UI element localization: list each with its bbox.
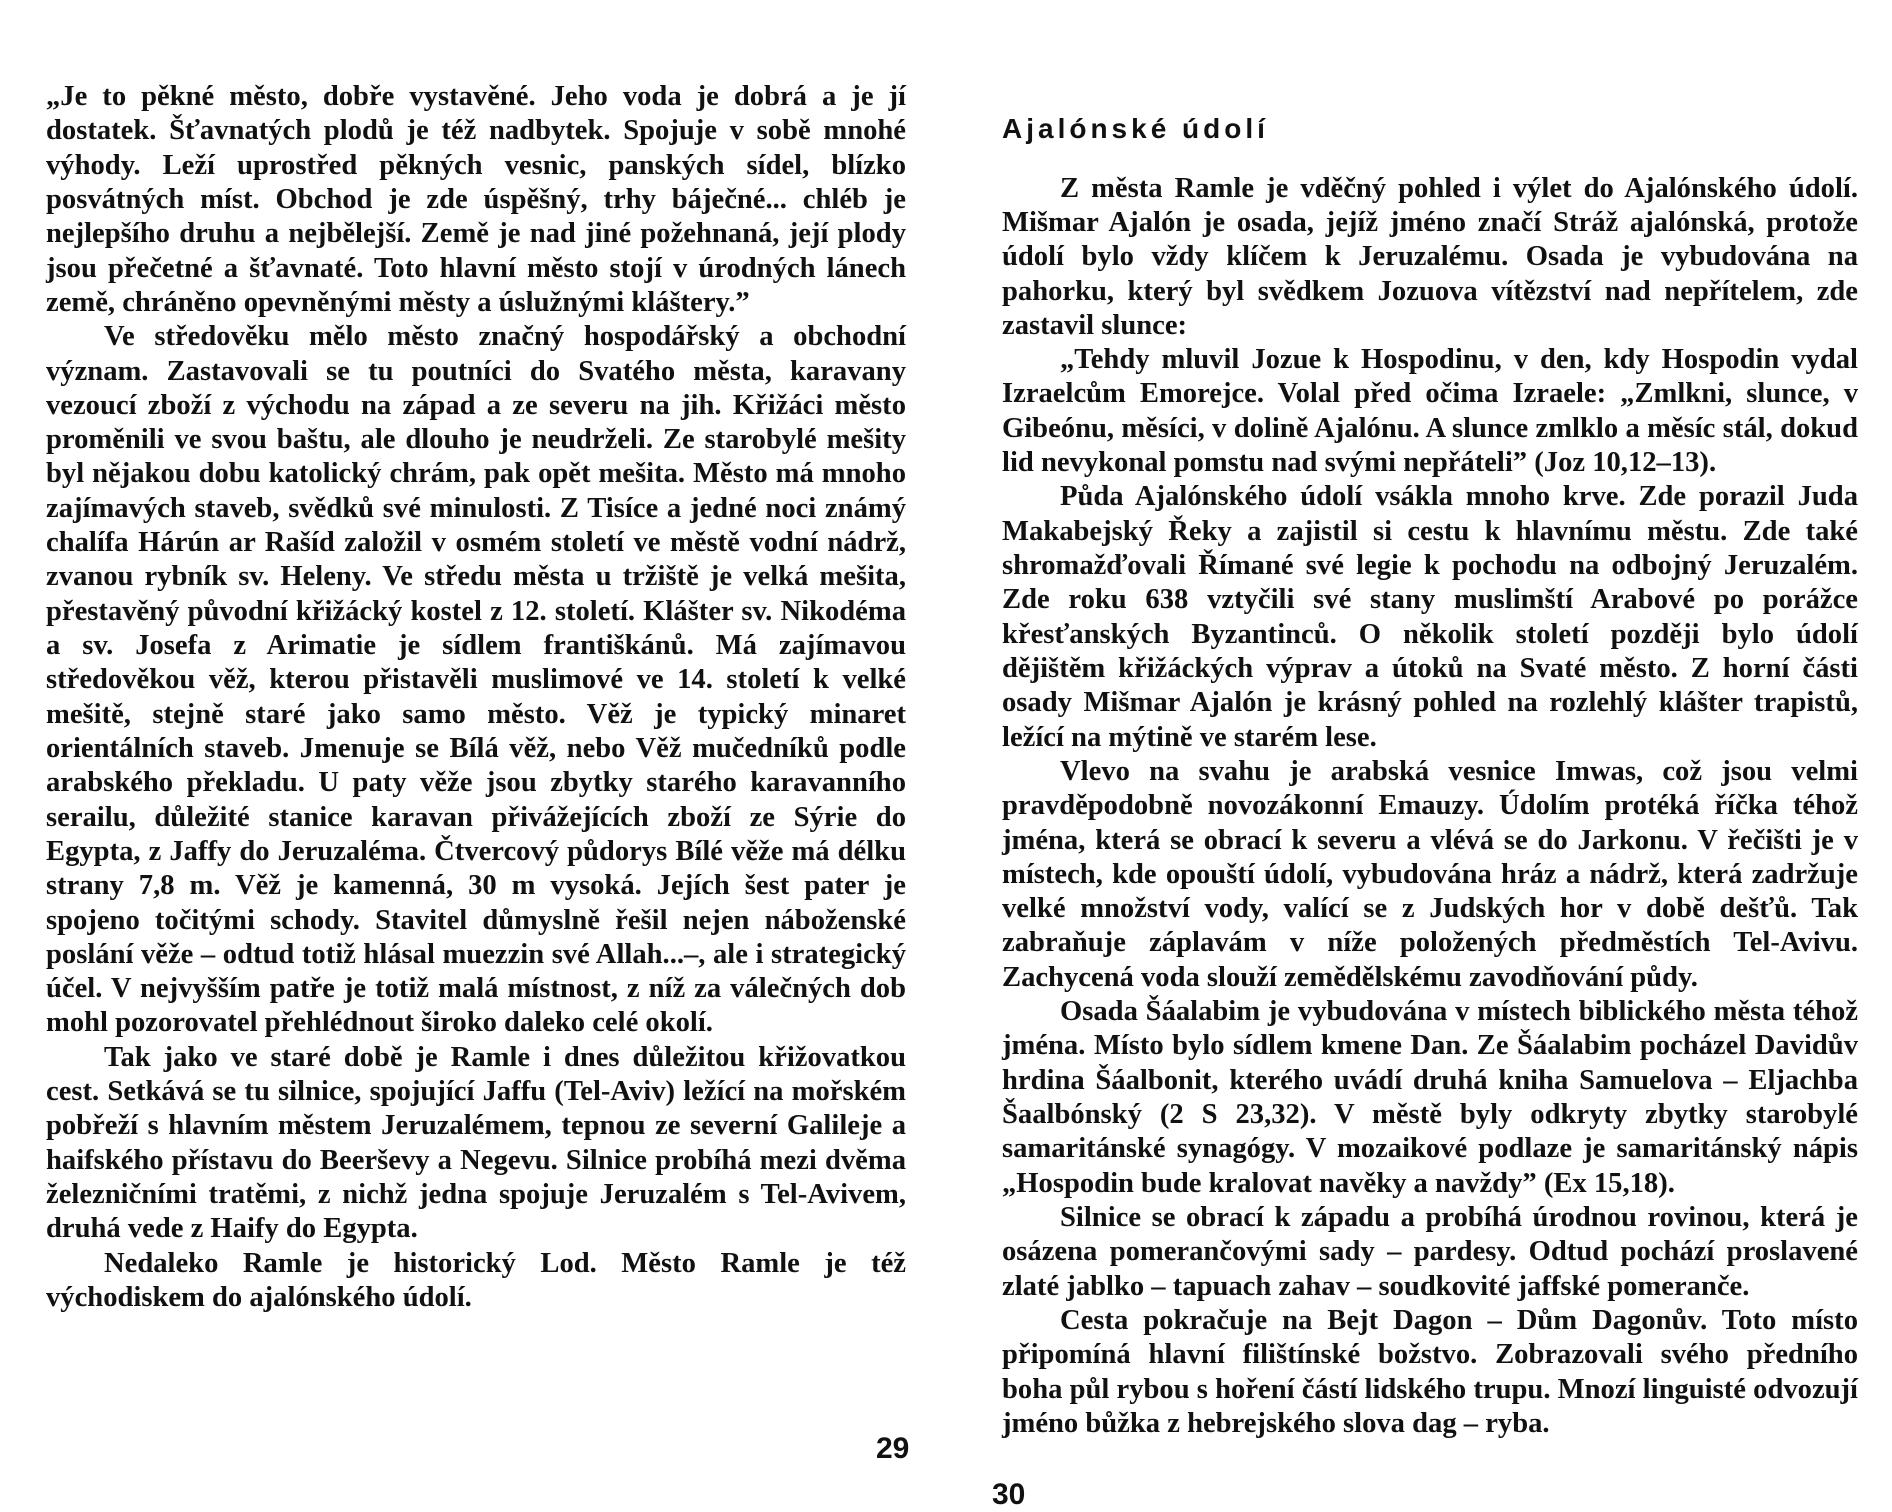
page-number: 30 (992, 1478, 1026, 1511)
paragraph: Silnice se obrací k západu a probíhá úrodnou rovinou, která je osázena pomerančovými sady – pardesy. Odtud pochází proslavené zlaté jablko – tapuach zahav – soudkovité jaffské pomeranče. (1002, 1201, 1858, 1302)
left-page (0, 0, 946, 1500)
paragraph: „Je to pěkné město, dobře vystavěné. Jeho voda je dobrá a je jí dostatek. Šťavnatých plodů je též nadbytek. Spojuje v sobě mnohé výhody. Leží uprostřed pěkných vesnic, panských sídel, blízko posvátných míst. Obchod je zde úspěšný, trhy báječné... chléb je nejlepšího druhu a nejbělejší. Země je nad jiné požehnaná, její plody jsou přečetné a šťavnaté. Toto hlavní město stojí v úrodných lánech země, chráněno opevněnými městy a úslužnými kláštery.” (46, 81, 906, 318)
section-title: Ajalónské údolí (1002, 113, 1269, 144)
paragraph: Z města Ramle je vděčný pohled i výlet do Ajalónského údolí. Mišmar Ajalón je osada, jejíž jméno značí Stráž ajalónská, protože údolí bylo vždy klíčem k Jeruzalému. Osada je vybudována na pahorku, který byl svědkem Jozuova vítězství nad nepřítelem, zde zastavil slunce: (1002, 172, 1858, 341)
left-page-text (46, 80, 906, 1315)
paragraph: Vlevo na svahu je arabská vesnice Imwas, což jsou velmi pravděpodobně novozákonní Emauzy. Údolím protéká říčka téhož jména, která se obrací k severu a vlévá se do Jarkonu. V řečišti je v místech, kde opouští údolí, vybudována hráz a nádrž, která zadržuje velké množství vody, valící se z Judských hor v době dešťů. Tak zabraňuje záplavám v níže položených předměstích Tel-Avivu. Zachycená voda slouží zemědělskému zavodňování půdy. (1002, 755, 1858, 993)
paragraph: Cesta pokračuje na Bejt Dagon – Dům Dagonův. Toto místo připomíná hlavní filištínské božstvo. Zobrazovali svého předního boha půl rybou s hoření částí lidského trupu. Mnozí linguisté odvozují jméno bůžka z hebrejského slova dag – ryba. (1002, 1304, 1858, 1439)
paragraph: Tak jako ve staré době je Ramle i dnes důležitou křižovatkou cest. Setkává se tu silnice, spojující Jaffu (Tel-Aviv) ležící na mořském pobřeží s hlavním městem Jeruzalémem, tepnou ze severní Galileje a haifského přístavu do Beerševy a Negevu. Silnice probíhá mezi dvěma železničními tratěmi, z nichž jedna spojuje Jeruzalém s Tel-Avivem, druhá vede z Haify do Egypta. (46, 1041, 906, 1245)
paragraph: Ve středověku mělo město značný hospodářský a obchodní význam. Zastavovali se tu poutníci do Svatého města, karavany vezoucí zboží z východu na západ a ze severu na jih. Křižáci město proměnili ve svou baštu, ale dlouho je neudrželi. Ze starobylé mešity byl nějakou dobu katolický chrám, pak opět mešita. Město má mnoho zajímavých staveb, svědků své minulosti. Z Tisíce a jedné noci známý chalífa Hárún ar Rašíd založil v osmém století ve městě vodní nádrž, zvanou rybník sv. Heleny. Ve středu města u tržiště je velká mešita, přestavěný původní křižácký kostel z 12. století. Klášter sv. Nikodéma a sv. Josefa z Arimatie je sídlem františkánů. Má zajímavou středověkou věž, kterou přistavěli muslimové ve 14. století k velké mešitě, stejně staré jako samo město. Věž je typický minaret orientálních staveb. Jmenuje se Bílá věž, nebo Věž mučedníků podle arabského překladu. U paty věže jsou zbytky starého karavanního serailu, důležité stanice karavan přivážejících zboží ze Sýrie do Egypta, z Jaffy do Jeruzaléma. Čtvercový půdorys Bílé věže má délku strany 7,8 m. Věž je kamenná, 30 m vysoká. Jejích šest pater je spojeno točitými schody. Stavitel důmyslně řešil nejen náboženské poslání věže – odtud totiž hlásal muezzin své Allah...–, ale i strategický účel. V nejvyšším patře je totiž malá místnost, z níž za válečných dob mohl pozorovatel přehlédnout široko daleko celé okolí. (46, 321, 906, 1039)
right-page-text (1002, 112, 1858, 1441)
paragraph: Nedaleko Ramle je historický Lod. Město Ramle je též východiskem do ajalónského údolí. (46, 1247, 906, 1313)
page-number: 29 (876, 1432, 910, 1465)
paragraph: Půda Ajalónského údolí vsákla mnoho krve. Zde porazil Juda Makabejský Řeky a zajistil si cestu k hlavnímu městu. Zde také shromažďovali Římané své legie k pochodu na odbojný Jeruzalém. Zde roku 638 vztyčili své stany muslimští Arabové po porážce křesťanských Byzantinců. O několik století později bylo údolí dějištěm křižáckých výprav a útoků na Svaté město. Z horní části osady Mišmar Ajalón je krásný pohled na rozlehlý klášter trapistů, ležící na mýtině ve starém lese. (1002, 481, 1858, 753)
paragraph: Osada Šáalabim je vybudována v místech biblického města téhož jména. Místo bylo sídlem kmene Dan. Ze Šáalabim pocházel Davidův hrdina Šáalbonit, kterého uvádí druhá kniha Samuelova – Eljachba Šaalbónský (2 S 23,32). V městě byly odkryty zbytky starobylé samaritánské synagógy. V mozaikové podlaze je samaritánský nápis „Hospodin bude kralovat navěky a navždy” (Ex 15,18). (1002, 996, 1858, 1199)
quotation-paragraph: „Tehdy mluvil Jozue k Hospodinu, v den, kdy Hospodin vydal Izraelcům Emorejce. Volal před očima Izraele: „Zmlkni, slunce, v Gibeónu, měsíci, v dolině Ajalónu. A slunce zmlklo a měsíc stál, dokud lid nevykonal pomstu nad svými nepřáteli” (Joz 10,12–13). (1002, 344, 1858, 479)
right-page (946, 0, 1892, 1511)
